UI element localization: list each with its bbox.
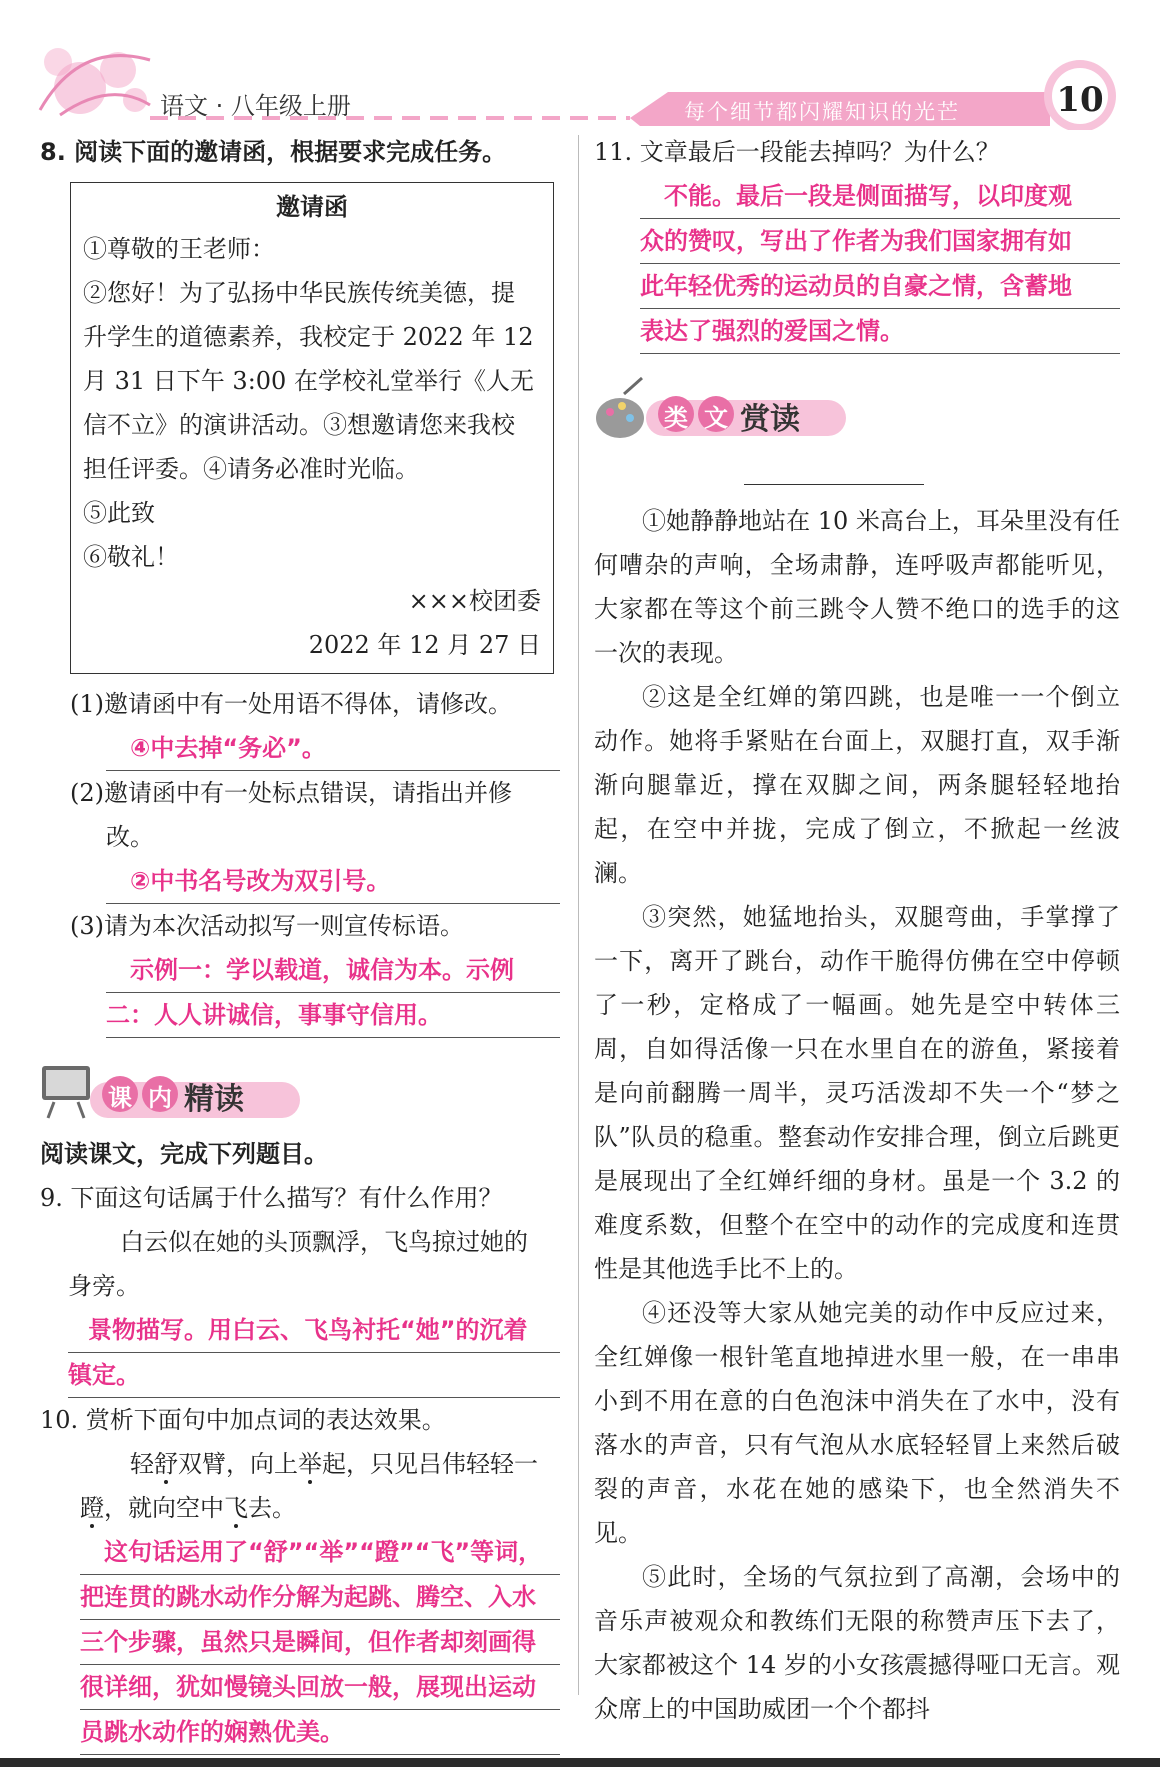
dotted-word: 舒 [154, 1450, 178, 1478]
left-column [40, 130, 560, 1755]
invitation-letter [70, 182, 554, 674]
q10-answer: 这句话运用了“舒”“举”“蹬”“飞”等词， [80, 1530, 560, 1575]
page-number: 10 [1056, 80, 1104, 120]
q10-text: 起，只见吕伟轻轻一 [322, 1450, 538, 1478]
column-divider [578, 135, 579, 1695]
title-blank-line [744, 474, 924, 485]
q8-title: 8. 阅读下面的邀请函，根据要求完成任务。 [40, 138, 507, 166]
q9-quote: 白云似在她的头顶飘浮，飞鸟掠过她的 [120, 1228, 528, 1256]
letter-line: 信不立》的演讲活动。③想邀请您来我校 [83, 411, 515, 439]
q10-quote-cont [40, 1486, 560, 1530]
q11-question: 11. 文章最后一段能去掉吗？为什么？ [594, 138, 1000, 166]
q9-answer-cont: 镇定。 [68, 1353, 560, 1398]
q9-answer: 景物描写。用白云、飞鸟衬托“她”的沉着 [68, 1308, 560, 1353]
banner-char-2: 文 [704, 404, 728, 432]
q8-sub3-answer-cont: 二：人人讲诚信，事事守信用。 [106, 993, 560, 1038]
bottom-bar [0, 1758, 1160, 1767]
q10-answer: 把连贯的跳水动作分解为起跳、腾空、入水 [80, 1575, 560, 1620]
letter-signature: ×××校团委 [408, 587, 541, 615]
q10-text: ，就向空中 [104, 1494, 224, 1522]
q10-text: 轻 [130, 1450, 154, 1478]
q8-sub3-question: (3)请为本次活动拟写一则宣传标语。 [70, 912, 464, 940]
letter-heading: 邀请函 [276, 193, 348, 221]
reading-instruction: 阅读课文，完成下列题目。 [40, 1140, 328, 1168]
floral-ornament-icon [40, 48, 150, 115]
q11-answer: 此年轻优秀的运动员的自豪之情，含蓄地 [640, 264, 1120, 309]
q9-question: 9. 下面这句话属于什么描写？有什么作用？ [40, 1184, 503, 1212]
subject-label: 语文 · 八年级上册 [160, 92, 351, 120]
q10-text: 去。 [248, 1494, 296, 1522]
letter-date: 2022 年 12 月 27 日 [308, 631, 541, 659]
letter-line: 升学生的道德素养，我校定于 2022 年 12 [83, 323, 534, 351]
banner-char-1: 课 [108, 1084, 132, 1112]
banner-title: 赏读 [740, 402, 800, 437]
q10-question: 10. 赏析下面句中加点词的表达效果。 [40, 1406, 446, 1434]
reading-paragraph: ④还没等大家从她完美的动作中反应过来，全红婵像一根针笔直地掉进水里一般，在一串串小到不用在意的白色泡沫中消失在了水中，没有落水的声音，只有气泡从水底轻轻冒上来然后破裂的声音，水花在她的感染下，也全然消失不见。 [594, 1299, 1120, 1547]
reading-paragraph: ①她静静地站在 10 米高台上，耳朵里没有任何嘈杂的声响，全场肃静，连呼吸声都能听见，大家都在等这个前三跳令人赞不绝口的选手的这一次的表现。 [594, 507, 1120, 667]
q8-sub3-answer: 示例一：学以载道，诚信为本。示例 [106, 948, 560, 993]
letter-line: ②您好！为了弘扬中华民族传统美德，提 [83, 279, 515, 307]
dotted-word: 举 [298, 1450, 322, 1478]
section-banner-leiwenshangdu [594, 374, 1120, 454]
q11-answer: 不能。最后一段是侧面描写，以印度观 [640, 174, 1120, 219]
section-banner-keneijingdu [40, 1052, 560, 1132]
right-column [594, 130, 1120, 1731]
q9-quote-cont: 身旁。 [68, 1272, 140, 1300]
q8-sub1-answer: ④中去掉“务必”。 [106, 726, 560, 771]
letter-line: 担任评委。④请务必准时光临。 [83, 455, 419, 483]
q10-quote [40, 1442, 560, 1486]
q10-text: 双臂，向上 [178, 1450, 298, 1478]
reading-paragraph: ⑤此时，全场的气氛拉到了高潮，会场中的音乐声被观众和教练们无限的称赞声压下去了，大家都被这个 14 岁的小女孩震撼得哑口无言。观众席上的中国助威团一个个都抖 [594, 1563, 1120, 1723]
q10-answer: 员跳水动作的娴熟优美。 [80, 1710, 560, 1755]
q8-sub2-question-cont: 改。 [106, 823, 154, 851]
header-slogan: 每个细节都闪耀知识的光芒 [684, 100, 960, 124]
dotted-word: 蹬 [80, 1494, 104, 1522]
reading-paragraph: ②这是全红婵的第四跳，也是唯一一个倒立动作。她将手紧贴在台面上，双腿打直，双手渐渐向腿靠近，撑在双脚之间，两条腿轻轻地抬起，在空中并拢，完成了倒立，不掀起一丝波澜。 [594, 683, 1120, 887]
q8-sub1-question: (1)邀请函中有一处用语不得体，请修改。 [70, 690, 512, 718]
q8-sub2-question: (2)邀请函中有一处标点错误，请指出并修 [70, 779, 512, 807]
page-header [0, 0, 1160, 130]
banner-char-2: 内 [148, 1084, 172, 1112]
banner-title: 精读 [184, 1082, 244, 1117]
q11-answer: 众的赞叹，写出了作者为我们国家拥有如 [640, 219, 1120, 264]
q8-sub2-answer: ②中书名号改为双引号。 [106, 859, 560, 904]
letter-line: 月 31 日下午 3:00 在学校礼堂举行《人无 [83, 367, 534, 395]
reading-paragraph: ③突然，她猛地抬头，双腿弯曲，手掌撑了一下，离开了跳台，动作干脆得仿佛在空中停顿了一秒，定格成了一幅画。她先是空中转体三周，自如得活像一只在水里自在的游鱼，紧接着是向前翻腾一周半，灵巧活泼却不失一个“梦之队”队员的稳重。整套动作安排合理，倒立后跳更是展现出了全红婵纤细的身材。虽是一个 3.2 的难度系数，但整个在空中的动作的完成度和连贯性是其他选手比不上的。 [594, 903, 1120, 1283]
q10-answer: 三个步骤，虽然只是瞬间，但作者却刻画得 [80, 1620, 560, 1665]
q10-answer: 很详细，犹如慢镜头回放一般，展现出运动 [80, 1665, 560, 1710]
q11-answer: 表达了强烈的爱国之情。 [640, 309, 1120, 354]
letter-line: ⑤此致 [83, 499, 155, 527]
banner-char-1: 类 [664, 404, 688, 432]
letter-line: ⑥敬礼！ [83, 543, 179, 571]
letter-line: ①尊敬的王老师： [83, 235, 275, 263]
dotted-word: 飞 [224, 1494, 248, 1522]
